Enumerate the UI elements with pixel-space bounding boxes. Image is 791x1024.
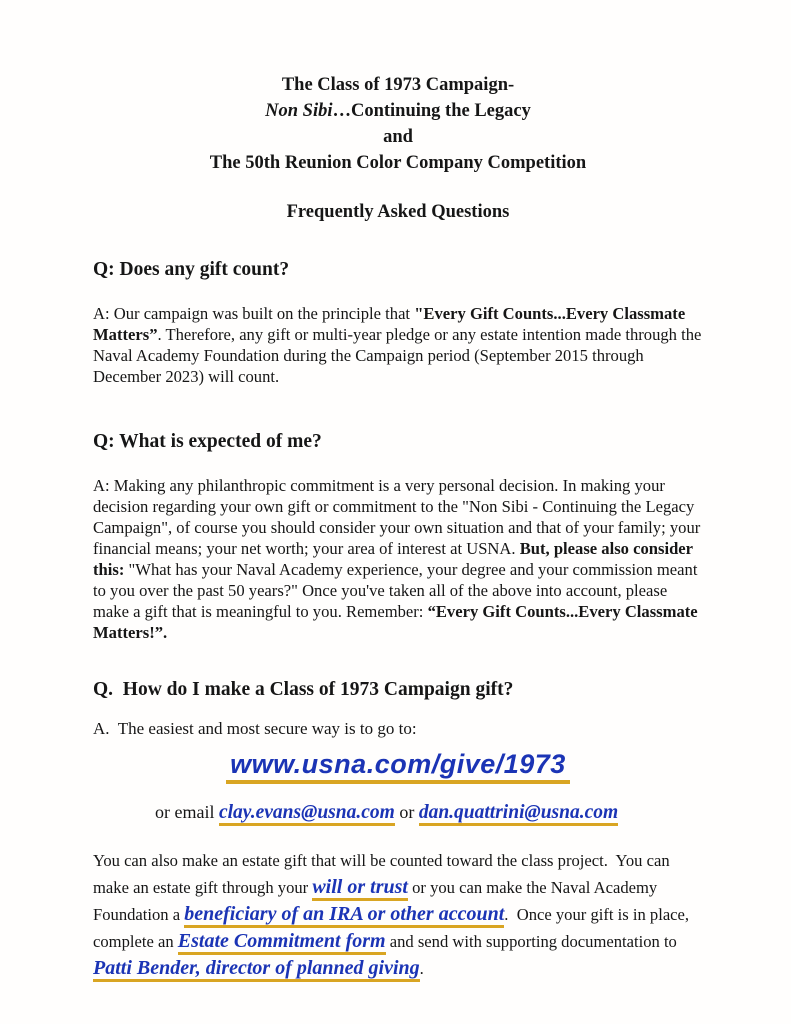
email-line-mid: or <box>394 802 419 822</box>
will-or-trust-link[interactable]: will or trust <box>312 876 408 901</box>
answer-2-bold2: “Every Gift Counts...Every Classmate Matters!”. <box>93 602 702 642</box>
estate-part5: . <box>419 959 424 978</box>
estate-commitment-form-link[interactable]: Estate Commitment form <box>178 930 386 955</box>
estate-part1: You can also make an estate gift that will be counted toward the class project. You can make an estate gift through your <box>93 851 674 897</box>
giving-url-line <box>93 749 703 780</box>
faq-item-2 <box>93 431 703 643</box>
title-line-4: The 50th Reunion Color Company Competition <box>209 153 587 173</box>
answer-2-part1: A: Making any philanthropic commitment is a very personal decision. In making your decision regarding your own gift or commitment to the "Non Sibi - Continuing the Legacy Campaign", of course you should consider your own situation and that of your family; your financial means; your net worth; your area of interest at USNA. <box>93 476 705 558</box>
email-line-pre: or email <box>155 802 219 822</box>
estate-part3: . Once your gift is in place, complete an <box>93 905 694 951</box>
faq-item-3 <box>93 679 703 982</box>
email-link-dan-quattrini[interactable]: dan.quattrini@usna.com <box>419 802 618 826</box>
ira-beneficiary-link[interactable]: beneficiary of an IRA or other account <box>184 903 504 928</box>
estate-part2: or you can make the Naval Academy Foundation a <box>93 878 662 924</box>
title-line-2-rest: …Continuing the Legacy <box>332 101 531 121</box>
usna-give-link[interactable]: www.usna.com/give/1973 <box>226 749 570 784</box>
title-line-2-italic: Non Sibi <box>265 101 333 121</box>
email-line <box>93 802 703 824</box>
question-3: Q. How do I make a Class of 1973 Campaign gift? <box>93 679 514 700</box>
answer-2 <box>93 475 703 643</box>
document-title-block <box>93 72 703 176</box>
email-link-clay-evans[interactable]: clay.evans@usna.com <box>219 802 395 826</box>
title-line-3: and <box>383 127 413 147</box>
question-2: Q: What is expected of me? <box>93 431 322 452</box>
title-line-2 <box>93 98 703 124</box>
answer-1 <box>93 303 706 387</box>
estate-part4: and send with supporting documentation to <box>385 932 682 951</box>
patti-bender-link[interactable]: Patti Bender, director of planned giving <box>93 957 420 982</box>
answer-2-bold1: But, please also consider this: <box>93 539 697 579</box>
answer-1-pre: A: Our campaign was built on the principle that <box>93 304 415 323</box>
faq-subtitle: Frequently Asked Questions <box>286 202 510 222</box>
faq-item-1 <box>93 259 706 387</box>
answer-1-bold: "Every Gift Counts...Every Classmate Matters” <box>93 304 690 344</box>
answer-3-intro: A. The easiest and most secure way is to go to: <box>93 719 417 738</box>
title-line-1: The Class of 1973 Campaign- <box>281 75 515 95</box>
answer-1-post: . Therefore, any gift or multi-year pledge or any estate intention made through the Naval Academy Foundation during the Campaign period (September 2015 through December 2023) will count. <box>93 325 706 386</box>
estate-gift-paragraph <box>93 848 703 982</box>
question-1: Q: Does any gift count? <box>93 259 290 280</box>
answer-2-part2: "What has your Naval Academy experience, your degree and your commission meant to you over the past 50 years?" Once you've taken all of the above into account, please make a gift that is meaningful to you. Remember: <box>93 560 702 621</box>
